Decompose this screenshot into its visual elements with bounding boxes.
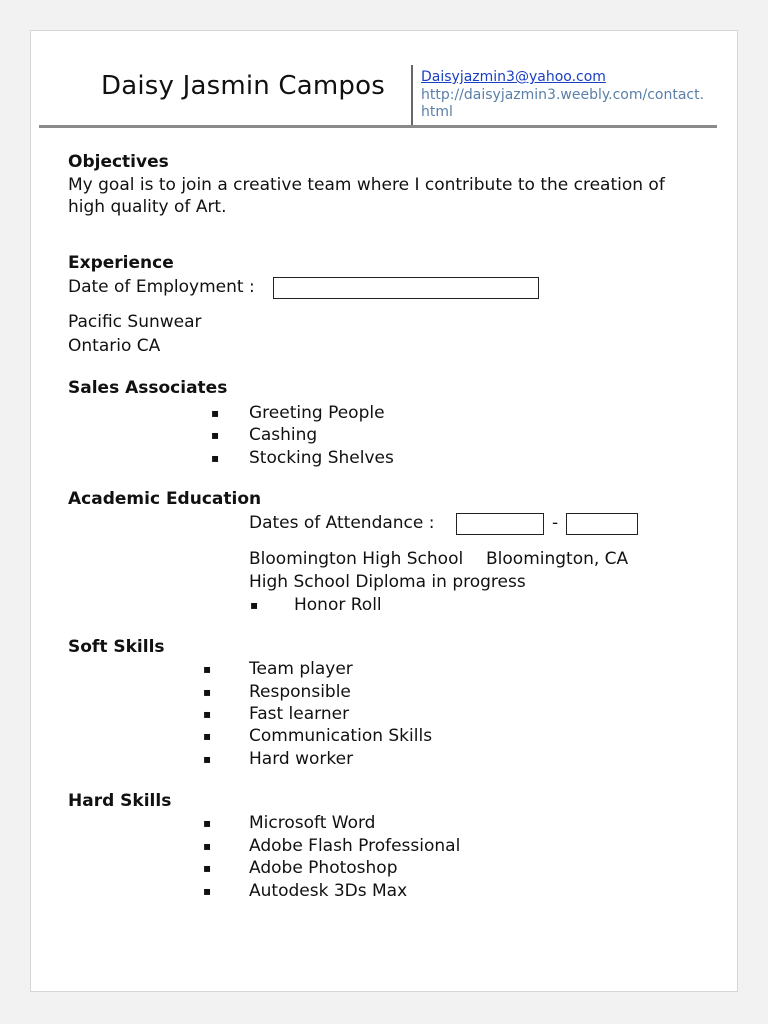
resume-page — [30, 30, 738, 992]
bullet-icon: ▪ — [211, 428, 220, 442]
date-range-dash: - — [552, 513, 559, 533]
header-divider — [411, 65, 413, 125]
hard-skill-item: Autodesk 3Ds Max — [249, 881, 408, 901]
bullet-icon: ▪ — [211, 451, 220, 465]
soft-skill-item: Communication Skills — [249, 726, 433, 746]
attendance-dates-label: Dates of Attendance : — [249, 513, 435, 533]
soft-skills-heading: Soft Skills — [68, 637, 165, 657]
bullet-icon: ▪ — [203, 662, 212, 676]
bullet-icon: ▪ — [203, 839, 212, 853]
objectives-line-2: high quality of Art. — [68, 197, 227, 217]
website-link[interactable]: http://daisyjazmin3.weebly.com/contact.html — [421, 87, 705, 120]
bullet-icon: ▪ — [203, 685, 212, 699]
hard-skill-item: Adobe Photoshop — [249, 858, 398, 878]
soft-skill-item: Fast learner — [249, 704, 350, 724]
duty-item: Cashing — [249, 425, 318, 445]
company-name: Pacific Sunwear — [68, 312, 202, 332]
school-location: Bloomington, CA — [486, 549, 629, 569]
duty-item: Stocking Shelves — [249, 448, 394, 468]
objectives-heading: Objectives — [68, 152, 169, 172]
objectives-line-1: My goal is to join a creative team where I contribute to the creation of — [68, 175, 665, 195]
employment-date-label: Date of Employment : — [68, 277, 255, 297]
experience-heading: Experience — [68, 253, 174, 273]
bullet-icon: ▪ — [203, 729, 212, 743]
company-location: Ontario CA — [68, 336, 161, 356]
bullet-icon: ▪ — [203, 752, 212, 766]
employment-date-field[interactable] — [273, 277, 539, 299]
bullet-icon: ▪ — [211, 406, 220, 420]
bullet-icon: ▪ — [203, 884, 212, 898]
diploma-status: High School Diploma in progress — [249, 572, 526, 592]
bullet-icon: ▪ — [250, 598, 259, 612]
attendance-end-field[interactable] — [566, 513, 638, 535]
bullet-icon: ▪ — [203, 707, 212, 721]
soft-skill-item: Team player — [249, 659, 353, 679]
school-name: Bloomington High School — [249, 549, 464, 569]
email-link[interactable]: Daisyjazmin3@yahoo.com — [421, 69, 606, 85]
honor-item: Honor Roll — [294, 595, 382, 615]
bullet-icon: ▪ — [203, 816, 212, 830]
education-heading: Academic Education — [68, 489, 262, 509]
soft-skill-item: Responsible — [249, 682, 351, 702]
duty-item: Greeting People — [249, 403, 385, 423]
soft-skill-item: Hard worker — [249, 749, 354, 769]
attendance-start-field[interactable] — [456, 513, 544, 535]
applicant-name: Daisy Jasmin Campos — [101, 71, 385, 101]
bullet-icon: ▪ — [203, 861, 212, 875]
hard-skill-item: Microsoft Word — [249, 813, 376, 833]
hard-skills-heading: Hard Skills — [68, 791, 172, 811]
role-heading: Sales Associates — [68, 378, 228, 398]
header-rule — [39, 125, 717, 128]
hard-skill-item: Adobe Flash Professional — [249, 836, 461, 856]
